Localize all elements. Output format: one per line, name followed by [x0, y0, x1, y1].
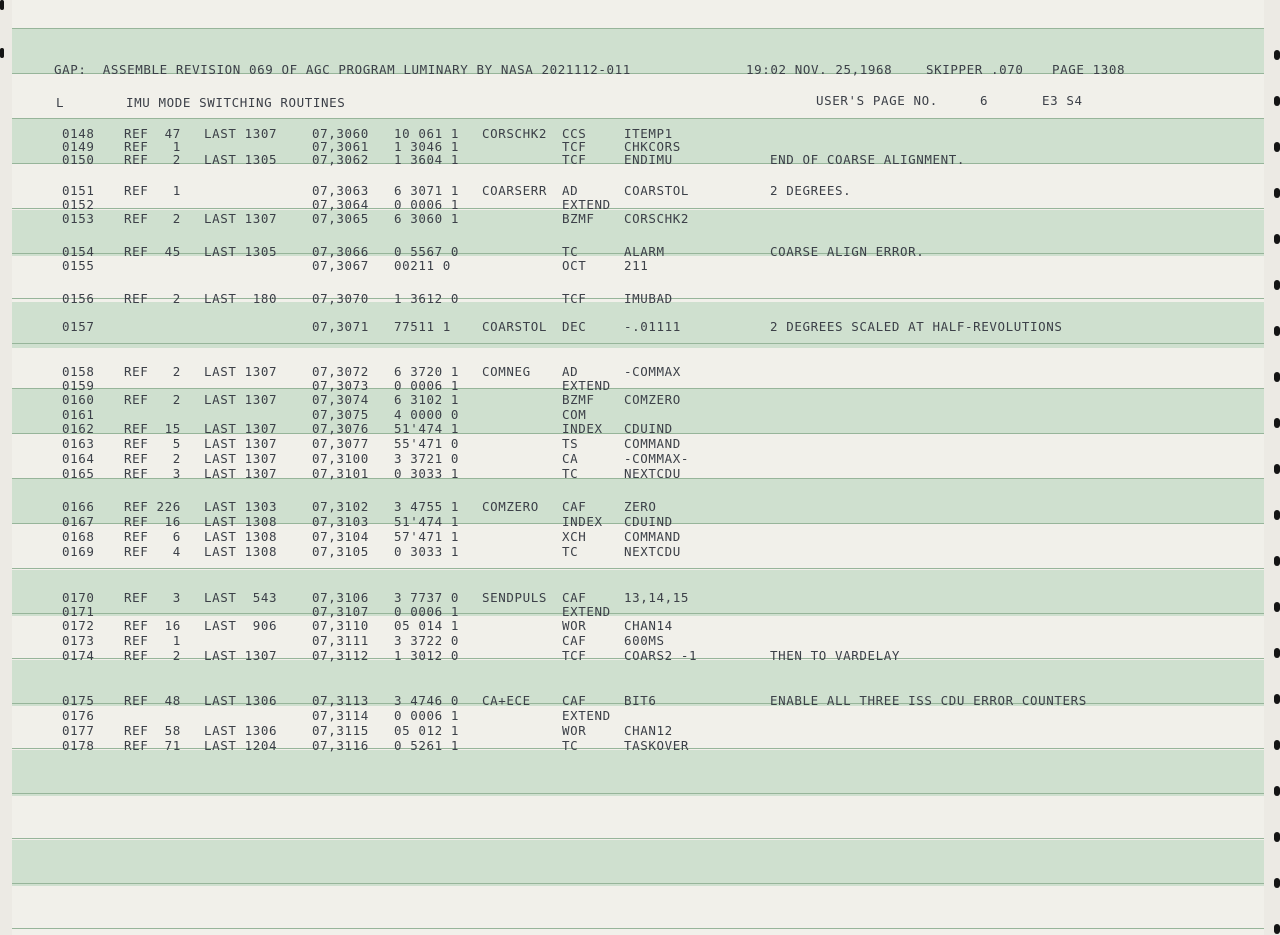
- octal-word: 10 061 1: [394, 126, 460, 141]
- operand: CHAN12: [624, 723, 673, 738]
- opcode: AD: [562, 364, 579, 379]
- line-number: 0170: [62, 590, 95, 605]
- ref-count: REF 2: [124, 152, 181, 167]
- octal-word: 55'471 0: [394, 436, 460, 451]
- feed-hole: [1274, 464, 1280, 474]
- address: 07,3062: [312, 152, 369, 167]
- address: 07,3115: [312, 723, 369, 738]
- octal-word: 0 0006 1: [394, 708, 460, 723]
- octal-word: 1 3612 0: [394, 291, 460, 306]
- ref-count: REF 5: [124, 436, 181, 451]
- ruled-line: [12, 838, 1264, 839]
- opcode: CCS: [562, 126, 587, 141]
- address: 07,3074: [312, 392, 369, 407]
- green-band: [12, 750, 1264, 796]
- comment: ENABLE ALL THREE ISS CDU ERROR COUNTERS: [770, 693, 1087, 708]
- operand: CHKCORS: [624, 139, 681, 154]
- line-number: 0158: [62, 364, 95, 379]
- line-number: 0171: [62, 604, 95, 619]
- line-number: 0166: [62, 499, 95, 514]
- address: 07,3063: [312, 183, 369, 198]
- line-number: 0154: [62, 244, 95, 259]
- last-ref: LAST 1307: [204, 211, 278, 226]
- section-letter: L: [56, 95, 65, 110]
- opcode: TCF: [562, 152, 587, 167]
- operand: COMMAND: [624, 436, 681, 451]
- address: 07,3072: [312, 364, 369, 379]
- ref-count: REF 3: [124, 590, 181, 605]
- address: 07,3073: [312, 378, 369, 393]
- ruled-line: [12, 793, 1264, 794]
- ref-count: REF 226: [124, 499, 181, 514]
- octal-word: 0 5567 0: [394, 244, 460, 259]
- feed-hole: [1274, 694, 1280, 704]
- opcode: TC: [562, 544, 579, 559]
- feed-hole: [1274, 556, 1280, 566]
- feed-hole: [1274, 510, 1280, 520]
- address: 07,3106: [312, 590, 369, 605]
- operand: -.01111: [624, 319, 681, 334]
- octal-word: 3 3722 0: [394, 633, 460, 648]
- operand: NEXTCDU: [624, 466, 681, 481]
- header-timestamp: 19:02 NOV. 25,1968: [746, 62, 893, 77]
- feed-hole: [1274, 648, 1280, 658]
- last-ref: LAST 1307: [204, 421, 278, 436]
- address: 07,3075: [312, 407, 369, 422]
- address: 07,3066: [312, 244, 369, 259]
- opcode: EXTEND: [562, 378, 611, 393]
- opcode: CAF: [562, 590, 587, 605]
- comment: 2 DEGREES SCALED AT HALF-REVOLUTIONS: [770, 319, 1063, 334]
- operand: 211: [624, 258, 649, 273]
- ref-count: REF 3: [124, 466, 181, 481]
- ruled-line: [12, 28, 1264, 29]
- address: 07,3060: [312, 126, 369, 141]
- operand: ALARM: [624, 244, 665, 259]
- octal-word: 0 3033 1: [394, 544, 460, 559]
- ref-count: REF 16: [124, 514, 181, 529]
- line-number: 0174: [62, 648, 95, 663]
- operand: CDUIND: [624, 421, 673, 436]
- line-number: 0161: [62, 407, 95, 422]
- operand: -COMMAX: [624, 364, 681, 379]
- last-ref: LAST 1306: [204, 693, 278, 708]
- line-number: 0168: [62, 529, 95, 544]
- opcode: XCH: [562, 529, 587, 544]
- line-number: 0164: [62, 451, 95, 466]
- symbol-label: COMZERO: [482, 499, 539, 514]
- address: 07,3103: [312, 514, 369, 529]
- line-number: 0151: [62, 183, 95, 198]
- ref-count: REF 2: [124, 648, 181, 663]
- ruled-line: [12, 928, 1264, 929]
- ref-count: REF 48: [124, 693, 181, 708]
- feed-hole: [1274, 372, 1280, 382]
- octal-word: 51'474 1: [394, 421, 460, 436]
- address: 07,3067: [312, 258, 369, 273]
- opcode: INDEX: [562, 514, 603, 529]
- comment: 2 DEGREES.: [770, 183, 852, 198]
- last-ref: LAST 1307: [204, 392, 278, 407]
- line-number: 0169: [62, 544, 95, 559]
- opcode: WOR: [562, 618, 587, 633]
- address: 07,3105: [312, 544, 369, 559]
- address: 07,3071: [312, 319, 369, 334]
- address: 07,3114: [312, 708, 369, 723]
- feed-hole: [1274, 418, 1280, 428]
- opcode: TCF: [562, 648, 587, 663]
- feed-hole: [1274, 326, 1280, 336]
- octal-word: 3 3721 0: [394, 451, 460, 466]
- operand: 13,14,15: [624, 590, 690, 605]
- operand: ENDIMU: [624, 152, 673, 167]
- opcode: TC: [562, 738, 579, 753]
- opcode: WOR: [562, 723, 587, 738]
- header-page-number: PAGE 1308: [1052, 62, 1126, 77]
- feed-hole: [1274, 832, 1280, 842]
- section-title: IMU MODE SWITCHING ROUTINES: [126, 95, 346, 110]
- ref-count: REF 71: [124, 738, 181, 753]
- opcode: CAF: [562, 693, 587, 708]
- feed-hole: [1274, 96, 1280, 106]
- symbol-label: COMNEG: [482, 364, 531, 379]
- last-ref: LAST 543: [204, 590, 278, 605]
- address: 07,3061: [312, 139, 369, 154]
- feed-hole: [0, 48, 4, 58]
- opcode: BZMF: [562, 211, 595, 226]
- line-number: 0175: [62, 693, 95, 708]
- operand: COMMAND: [624, 529, 681, 544]
- line-number: 0149: [62, 139, 95, 154]
- operand: NEXTCDU: [624, 544, 681, 559]
- last-ref: LAST 1308: [204, 529, 278, 544]
- last-ref: LAST 1308: [204, 544, 278, 559]
- header-code: E3 S4: [1042, 93, 1083, 108]
- address: 07,3101: [312, 466, 369, 481]
- line-number: 0173: [62, 633, 95, 648]
- octal-word: 00211 0: [394, 258, 451, 273]
- opcode: CA: [562, 451, 579, 466]
- line-number: 0178: [62, 738, 95, 753]
- address: 07,3113: [312, 693, 369, 708]
- octal-word: 05 014 1: [394, 618, 460, 633]
- ref-count: REF 6: [124, 529, 181, 544]
- octal-word: 6 3060 1: [394, 211, 460, 226]
- ref-count: REF 1: [124, 183, 181, 198]
- opcode: INDEX: [562, 421, 603, 436]
- address: 07,3102: [312, 499, 369, 514]
- line-number: 0152: [62, 197, 95, 212]
- ref-count: REF 2: [124, 392, 181, 407]
- ref-count: REF 15: [124, 421, 181, 436]
- ruled-line: [12, 343, 1264, 344]
- address: 07,3116: [312, 738, 369, 753]
- address: 07,3112: [312, 648, 369, 663]
- octal-word: 57'471 1: [394, 529, 460, 544]
- operand: -COMMAX-: [624, 451, 690, 466]
- feed-hole: [1274, 878, 1280, 888]
- address: 07,3064: [312, 197, 369, 212]
- user-page-number: 6: [980, 93, 989, 108]
- line-number: 0153: [62, 211, 95, 226]
- ruled-line: [12, 388, 1264, 389]
- address: 07,3070: [312, 291, 369, 306]
- last-ref: LAST 1307: [204, 451, 278, 466]
- operand: ZERO: [624, 499, 657, 514]
- symbol-label: CA+ECE: [482, 693, 531, 708]
- operand: CHAN14: [624, 618, 673, 633]
- opcode: AD: [562, 183, 579, 198]
- line-number: 0155: [62, 258, 95, 273]
- octal-word: 6 3102 1: [394, 392, 460, 407]
- ruled-line: [12, 118, 1264, 119]
- opcode: TCF: [562, 291, 587, 306]
- line-number: 0148: [62, 126, 95, 141]
- symbol-label: COARSERR: [482, 183, 548, 198]
- opcode: EXTEND: [562, 708, 611, 723]
- operand: BIT6: [624, 693, 657, 708]
- address: 07,3110: [312, 618, 369, 633]
- address: 07,3104: [312, 529, 369, 544]
- octal-word: 0 3033 1: [394, 466, 460, 481]
- line-number: 0156: [62, 291, 95, 306]
- octal-word: 3 4755 1: [394, 499, 460, 514]
- ref-count: REF 2: [124, 211, 181, 226]
- ref-count: REF 16: [124, 618, 181, 633]
- opcode: OCT: [562, 258, 587, 273]
- header-gap-line: GAP: ASSEMBLE REVISION 069 OF AGC PROGRAM LUMINARY BY NASA 2021112-011: [54, 62, 631, 77]
- ref-count: REF 45: [124, 244, 181, 259]
- feed-hole: [1274, 740, 1280, 750]
- feed-hole: [1274, 924, 1280, 934]
- ruled-line: [12, 883, 1264, 884]
- feed-hole: [1274, 786, 1280, 796]
- octal-word: 51'474 1: [394, 514, 460, 529]
- line-number: 0160: [62, 392, 95, 407]
- address: 07,3076: [312, 421, 369, 436]
- feed-hole: [1274, 188, 1280, 198]
- operand: IMUBAD: [624, 291, 673, 306]
- last-ref: LAST 180: [204, 291, 278, 306]
- last-ref: LAST 1303: [204, 499, 278, 514]
- opcode: CAF: [562, 633, 587, 648]
- octal-word: 1 3046 1: [394, 139, 460, 154]
- last-ref: LAST 1307: [204, 436, 278, 451]
- operand: COARS2 -1: [624, 648, 698, 663]
- feed-hole: [1274, 142, 1280, 152]
- line-number: 0159: [62, 378, 95, 393]
- symbol-label: SENDPULS: [482, 590, 548, 605]
- operand: 600MS: [624, 633, 665, 648]
- opcode: EXTEND: [562, 197, 611, 212]
- line-number: 0165: [62, 466, 95, 481]
- line-number: 0172: [62, 618, 95, 633]
- comment: END OF COARSE ALIGNMENT.: [770, 152, 966, 167]
- octal-word: 0 0006 1: [394, 604, 460, 619]
- ruled-line: [12, 613, 1264, 614]
- operand: COMZERO: [624, 392, 681, 407]
- octal-word: 6 3720 1: [394, 364, 460, 379]
- ruled-line: [12, 568, 1264, 569]
- green-band: [12, 840, 1264, 886]
- address: 07,3077: [312, 436, 369, 451]
- octal-word: 0 0006 1: [394, 378, 460, 393]
- ref-count: REF 1: [124, 139, 181, 154]
- ref-count: REF 2: [124, 291, 181, 306]
- line-number: 0167: [62, 514, 95, 529]
- ref-count: REF 2: [124, 364, 181, 379]
- symbol-label: CORSCHK2: [482, 126, 548, 141]
- address: 07,3100: [312, 451, 369, 466]
- feed-hole: [1274, 50, 1280, 60]
- ruled-line: [12, 208, 1264, 209]
- operand: CORSCHK2: [624, 211, 690, 226]
- opcode: TC: [562, 466, 579, 481]
- opcode: EXTEND: [562, 604, 611, 619]
- ref-count: REF 58: [124, 723, 181, 738]
- octal-word: 1 3012 0: [394, 648, 460, 663]
- last-ref: LAST 1307: [204, 126, 278, 141]
- last-ref: LAST 1307: [204, 648, 278, 663]
- operand: COARSTOL: [624, 183, 690, 198]
- comment: THEN TO VARDELAY: [770, 648, 901, 663]
- opcode: CAF: [562, 499, 587, 514]
- octal-word: 1 3604 1: [394, 152, 460, 167]
- last-ref: LAST 1306: [204, 723, 278, 738]
- line-number: 0176: [62, 708, 95, 723]
- octal-word: 3 7737 0: [394, 590, 460, 605]
- octal-word: 4 0000 0: [394, 407, 460, 422]
- ref-count: REF 47: [124, 126, 181, 141]
- line-number: 0163: [62, 436, 95, 451]
- last-ref: LAST 1307: [204, 364, 278, 379]
- line-number: 0157: [62, 319, 95, 334]
- octal-word: 05 012 1: [394, 723, 460, 738]
- last-ref: LAST 1305: [204, 244, 278, 259]
- last-ref: LAST 1308: [204, 514, 278, 529]
- last-ref: LAST 1307: [204, 466, 278, 481]
- feed-hole: [1274, 234, 1280, 244]
- octal-word: 77511 1: [394, 319, 451, 334]
- ref-count: REF 2: [124, 451, 181, 466]
- opcode: TC: [562, 244, 579, 259]
- operand: TASKOVER: [624, 738, 690, 753]
- address: 07,3065: [312, 211, 369, 226]
- octal-word: 0 5261 1: [394, 738, 460, 753]
- opcode: COM: [562, 407, 587, 422]
- ref-count: REF 1: [124, 633, 181, 648]
- last-ref: LAST 1305: [204, 152, 278, 167]
- octal-word: 6 3071 1: [394, 183, 460, 198]
- opcode: DEC: [562, 319, 587, 334]
- opcode: TCF: [562, 139, 587, 154]
- symbol-label: COARSTOL: [482, 319, 548, 334]
- line-number: 0150: [62, 152, 95, 167]
- opcode: TS: [562, 436, 579, 451]
- operand: CDUIND: [624, 514, 673, 529]
- opcode: BZMF: [562, 392, 595, 407]
- ref-count: REF 4: [124, 544, 181, 559]
- feed-hole: [1274, 602, 1280, 612]
- last-ref: LAST 906: [204, 618, 278, 633]
- line-number: 0177: [62, 723, 95, 738]
- feed-hole: [0, 0, 4, 10]
- address: 07,3111: [312, 633, 369, 648]
- comment: COARSE ALIGN ERROR.: [770, 244, 925, 259]
- address: 07,3107: [312, 604, 369, 619]
- feed-hole: [1274, 280, 1280, 290]
- operand: ITEMP1: [624, 126, 673, 141]
- user-page-label: USER'S PAGE NO.: [816, 93, 938, 108]
- octal-word: 0 0006 1: [394, 197, 460, 212]
- octal-word: 3 4746 0: [394, 693, 460, 708]
- line-number: 0162: [62, 421, 95, 436]
- last-ref: LAST 1204: [204, 738, 278, 753]
- header-skipper: SKIPPER .070: [926, 62, 1024, 77]
